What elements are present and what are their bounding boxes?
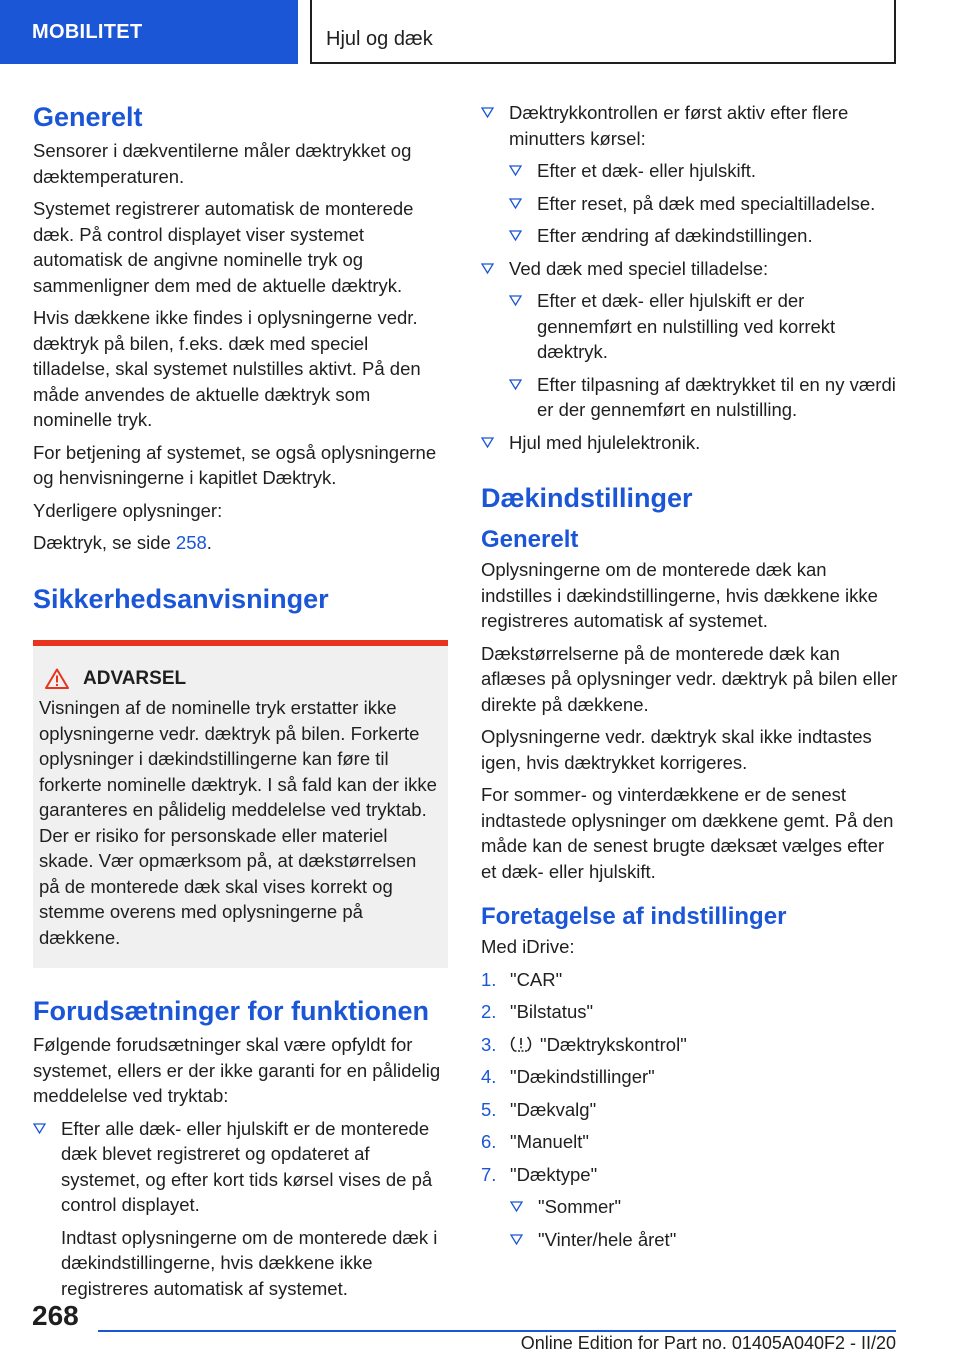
paragraph: For betjening af systemet, se også oplysningerne og henvisningerne i kapitlet Dæktryk.: [33, 441, 437, 488]
safety-heading: Sikkerhedsanvisninger: [33, 583, 329, 614]
section-label: MOBILITET: [32, 20, 143, 43]
page-link[interactable]: 258: [175, 532, 207, 553]
left-column: [33, 100, 448, 1308]
footer-divider: [98, 1330, 896, 1332]
list-item: [33, 1116, 448, 1302]
list-item-text: Hjul med hjulelektronik.: [509, 431, 701, 453]
sub-list-item: Efter et dæk- eller hjulskift.: [509, 158, 899, 184]
steps-list: [481, 967, 899, 1253]
paragraph: Hvis dækkene ikke findes i oplysningerne vedr. dæktryk på bilen, f.eks. dæk med speciel tilladelse, skal systemet nulstilles aktivt. På den måde anvendes de aktuelle dæktryk som nominelle tryk.: [33, 307, 421, 430]
list-item-text: Ved dæk med speciel tilladelse:: [509, 257, 769, 279]
generelt-subheading: Generelt: [481, 526, 579, 553]
step-item: 1. "CAR": [481, 968, 563, 990]
right-column: [481, 100, 899, 1259]
warning-header: [39, 666, 440, 692]
procedure-subheading: Foretagelse af indstillinger: [481, 903, 787, 930]
list-item-text: Dæktrykkontrollen er først aktiv efter flere minutters kørsel:: [509, 102, 849, 149]
sub-list-item: Efter reset, på dæk med specialtilladelse.: [509, 191, 899, 217]
paragraph: Oplysningerne vedr. dæktryk skal ikke indtastes igen, hvis dæktrykket korrigeres.: [481, 726, 872, 773]
triangle-bullet-icon: [481, 106, 494, 119]
list-item: [481, 256, 899, 423]
paragraph: Med iDrive:: [481, 936, 575, 957]
sub-list: [510, 1194, 899, 1252]
sub-list-item: Efter et dæk- eller hjulskift er der gennemført en nulstilling ved korrekt dæktryk.: [509, 288, 899, 365]
triangle-bullet-icon: [509, 164, 522, 177]
sub-list-item: "Sommer": [510, 1194, 899, 1220]
topic-label: Hjul og dæk: [326, 28, 433, 50]
paragraph: For sommer- og vinterdækkene er de senest indtastede oplysninger om dækkene gemt. På den måde kan de senest brugte dæksæt vælges efter et dæk- eller hjulskift.: [481, 784, 894, 882]
prerequisites-list: [33, 1116, 448, 1302]
step-item: 3. "Dæktrykskontrol": [481, 1033, 687, 1055]
page-reference: Dæktryk, se side 258.: [33, 532, 212, 553]
paragraph: Yderligere oplysninger:: [33, 499, 223, 521]
generelt-heading: Generelt: [33, 102, 143, 132]
paragraph: Oplysningerne om de monterede dæk kan indstilles i dækindstillingerne, hvis dækkene ikke registreres automatisk af systemet.: [481, 559, 878, 631]
triangle-bullet-icon: [510, 1200, 523, 1213]
prerequisites-heading: Forudsætninger for funktionen: [33, 996, 429, 1026]
step-item: 4. "Dækindstillinger": [481, 1066, 655, 1087]
warning-box: [33, 640, 448, 969]
list-item-note: Indtast oplysningerne om de monterede dæk i dækindstillingerne, hvis dækkene ikke registreres automatisk af systemet.: [61, 1226, 438, 1299]
sub-list-item: Efter tilpasning af dæktrykket til en ny værdi er der gennemført en nulstilling.: [509, 372, 899, 423]
triangle-bullet-icon: [509, 197, 522, 210]
warning-text: Visningen af de nominelle tryk erstatter ikke oplysningerne vedr. dæktryk på bilen. Forkerte oplysninger i dækindstillingerne kan føre til forkerte nominelle dæktryk. I så fald kan der ikke garanteres en pålidelig meddelelse ved tryktab. Der er risiko for personskade eller materiel skade. Vær opmærksom på, at dækstørrelsen på de monterede dæk skal vises korrekt og stemme overens med oplysningerne på dækkene.: [39, 697, 437, 948]
triangle-bullet-icon: [481, 436, 494, 449]
warning-triangle-icon: [45, 668, 69, 689]
page-number: 268: [32, 1300, 79, 1331]
sub-list-item: "Vinter/hele året": [510, 1227, 899, 1253]
triangle-bullet-icon: [481, 262, 494, 275]
list-item: [481, 100, 899, 249]
paragraph: Følgende forudsætninger skal være opfyldt for systemet, ellers er der ikke garanti for en pålidelig meddelelse ved tryktab:: [33, 1034, 441, 1106]
triangle-bullet-icon: [33, 1122, 46, 1135]
settings-heading: Dækindstillinger: [481, 483, 693, 513]
triangle-bullet-icon: [509, 229, 522, 242]
section-tab: [0, 0, 298, 64]
triangle-bullet-icon: [510, 1233, 523, 1246]
sub-list-item: Efter ændring af dækindstillingen.: [509, 223, 899, 249]
warning-title: ADVARSEL: [83, 667, 187, 689]
step-item: 5. "Dækvalg": [481, 1098, 597, 1120]
tire-pressure-warning-icon: [510, 1034, 532, 1054]
list-item: [481, 430, 899, 456]
paragraph: Sensorer i dækventilerne måler dæktrykket og dæktemperaturen.: [33, 140, 412, 187]
step-item: 6. "Manuelt": [481, 1131, 589, 1152]
paragraph: Systemet registrerer automatisk de monterede dæk. På control displayet viser systemet automatisk de angivne nominelle tryk og sammenligner dem med de aktuelle dæktryk.: [33, 198, 414, 296]
step-item: 7. "Dæktype" "Sommer" "Vinter/hele året": [481, 1162, 899, 1253]
step-item: 2. "Bilstatus": [481, 1001, 594, 1022]
triangle-bullet-icon: [509, 294, 522, 307]
triangle-bullet-icon: [509, 378, 522, 391]
paragraph: Dækstørrelserne på de monterede dæk kan aflæses på oplysninger vedr. dæktryk på bilen eller direkte på dækkene.: [481, 642, 898, 715]
edition-note: Online Edition for Part no. 01405A040F2 - II/20: [520, 1333, 896, 1353]
sub-list: [509, 288, 899, 423]
prerequisites-list-continued: [481, 100, 899, 455]
list-item-text: Efter alle dæk- eller hjulskift er de monterede dæk blevet registreret og opdateret af systemet, og efter kort tids kørsel vises de på control displayet.: [61, 1117, 433, 1215]
topic-header: [310, 0, 896, 64]
sub-list: [509, 158, 899, 249]
